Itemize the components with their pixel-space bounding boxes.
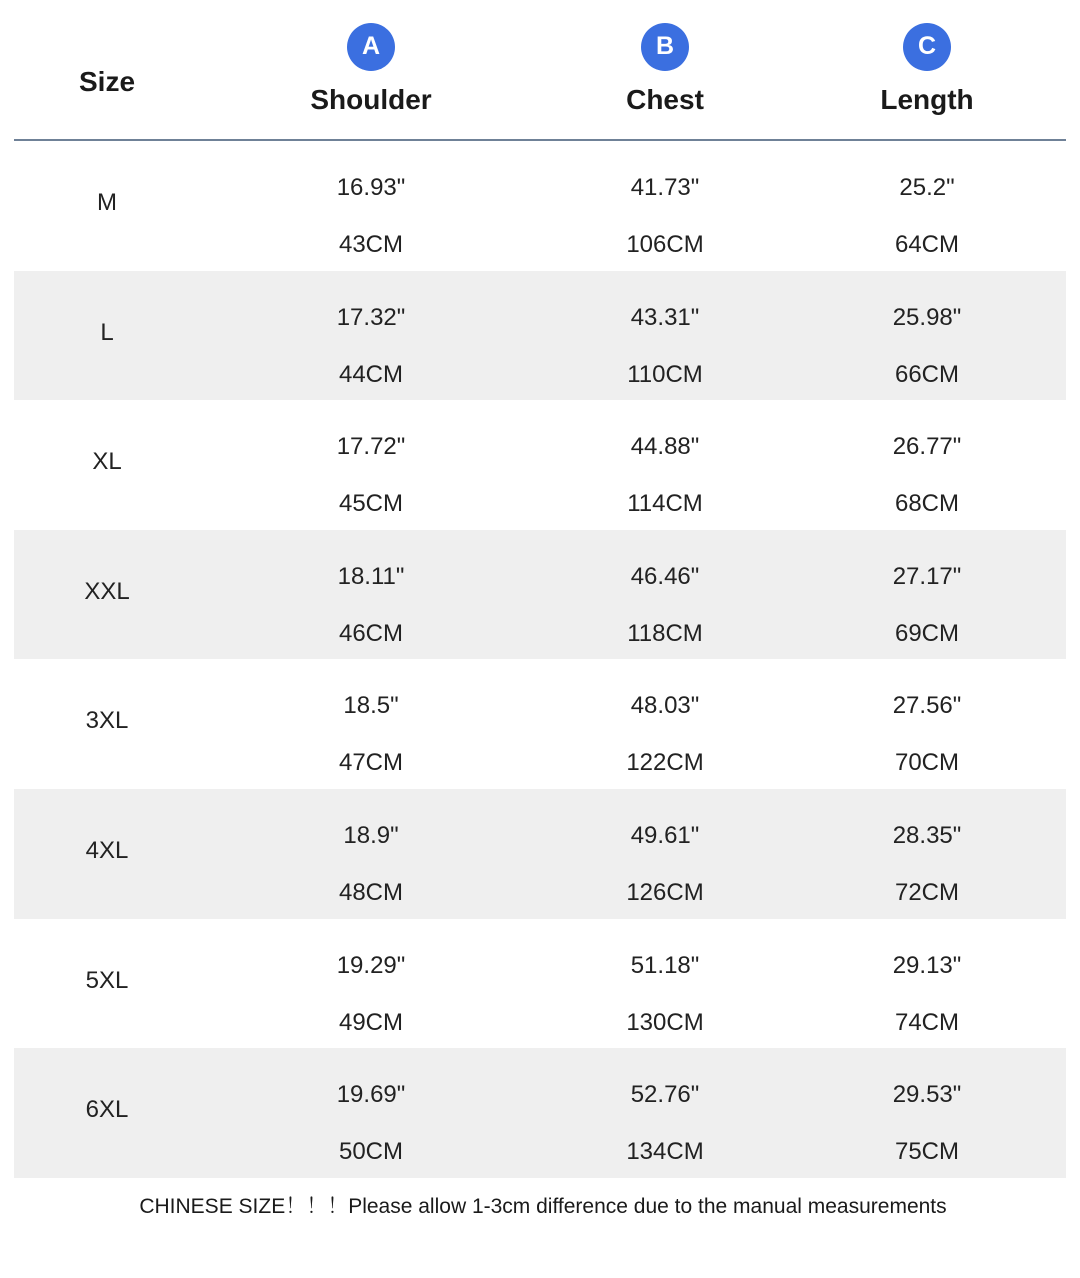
chest-cm: 114CM [627, 490, 703, 518]
table-row [14, 659, 1066, 789]
shoulder-header-label: Shoulder [310, 84, 432, 115]
table-row [14, 789, 1066, 919]
length-cell [810, 400, 1044, 530]
chest-cm: 130CM [626, 1008, 704, 1036]
length-cm: 66CM [894, 360, 960, 388]
chest-column-header [548, 0, 782, 140]
size-value: L [100, 318, 114, 346]
size-value: 5XL [85, 966, 129, 994]
shoulder-cell [254, 659, 488, 789]
length-cm: 68CM [894, 490, 960, 518]
shoulder-badge: A [347, 23, 395, 71]
chest-cm: 110CM [627, 360, 703, 388]
chest-inches: 43.31" [630, 303, 700, 331]
shoulder-cm: 46CM [338, 619, 404, 647]
chest-cell [548, 919, 782, 1049]
chest-inches: 52.76" [630, 1081, 700, 1109]
chest-cm: 118CM [627, 619, 703, 647]
size-cell [14, 789, 200, 919]
shoulder-inches: 19.69" [336, 1081, 406, 1109]
shoulder-cm: 45CM [338, 490, 404, 518]
shoulder-cell [254, 789, 488, 919]
size-header-label: Size [78, 66, 136, 97]
chest-inches: 46.46" [630, 562, 700, 590]
chest-cell [548, 789, 782, 919]
shoulder-inches: 18.9" [343, 821, 399, 849]
shoulder-cm: 43CM [338, 231, 404, 258]
length-cm: 64CM [894, 231, 960, 258]
length-cell [810, 271, 1044, 401]
shoulder-inches: 16.93" [336, 174, 406, 201]
length-badge: C [903, 23, 951, 71]
size-cell [14, 271, 200, 401]
chest-header-label: Chest [626, 84, 704, 115]
size-value: 6XL [85, 1096, 129, 1124]
length-cell [810, 919, 1044, 1049]
chest-cell [548, 1048, 782, 1178]
length-inches: 26.77" [892, 433, 962, 461]
length-cm: 69CM [894, 619, 960, 647]
chest-cell [548, 530, 782, 660]
shoulder-cell [254, 530, 488, 660]
chest-badge: B [641, 23, 689, 71]
length-cm: 75CM [894, 1138, 960, 1166]
size-value: M [97, 189, 117, 216]
length-inches: 27.17" [892, 562, 962, 590]
shoulder-cm: 47CM [338, 749, 404, 777]
shoulder-cell [254, 919, 488, 1049]
chest-inches: 44.88" [630, 433, 700, 461]
size-cell [14, 141, 200, 271]
table-row [14, 400, 1066, 530]
length-inches: 25.2" [899, 174, 955, 201]
shoulder-inches: 18.11" [337, 562, 405, 590]
chest-inches: 41.73" [630, 174, 700, 201]
chest-cm: 134CM [626, 1138, 704, 1166]
shoulder-inches: 17.72" [336, 433, 406, 461]
chest-inches: 49.61" [630, 821, 700, 849]
size-value: XL [92, 448, 122, 476]
table-row [14, 919, 1066, 1049]
length-inches: 28.35" [892, 821, 962, 849]
size-cell [14, 659, 200, 789]
shoulder-inches: 18.5" [343, 692, 399, 720]
length-cell [810, 1048, 1044, 1178]
chest-cell [548, 141, 782, 271]
chest-cm: 126CM [626, 878, 704, 906]
size-value: 4XL [85, 836, 129, 864]
size-cell [14, 530, 200, 660]
table-header [14, 0, 1066, 140]
chest-cell [548, 271, 782, 401]
size-value: 3XL [85, 707, 129, 735]
length-cell [810, 659, 1044, 789]
length-cell [810, 530, 1044, 660]
size-column-header [14, 0, 200, 140]
length-cm: 72CM [894, 878, 960, 906]
length-column-header [810, 0, 1044, 140]
size-value: XXL [84, 577, 130, 605]
footnote: CHINESE SIZE！！！Please allow 1-3cm difference due to the manual measurements [139, 1195, 947, 1218]
size-cell [14, 1048, 200, 1178]
chest-inches: 48.03" [630, 692, 700, 720]
table-row [14, 530, 1066, 660]
shoulder-column-header [254, 0, 488, 140]
chest-cell [548, 659, 782, 789]
length-inches: 29.13" [892, 951, 962, 979]
length-inches: 29.53" [892, 1081, 962, 1109]
length-cm: 74CM [894, 1008, 960, 1036]
shoulder-cell [254, 271, 488, 401]
shoulder-cm: 48CM [338, 878, 404, 906]
size-cell [14, 400, 200, 530]
chest-cm: 106CM [626, 231, 704, 258]
shoulder-cm: 44CM [338, 360, 404, 388]
length-cell [810, 141, 1044, 271]
table-body [14, 141, 1066, 1178]
table-row [14, 141, 1066, 271]
shoulder-cell [254, 141, 488, 271]
chest-cell [548, 400, 782, 530]
length-header-label: Length [880, 84, 974, 115]
shoulder-inches: 17.32" [336, 303, 406, 331]
length-inches: 27.56" [892, 692, 962, 720]
shoulder-inches: 19.29" [336, 951, 406, 979]
chest-inches: 51.18" [630, 951, 700, 979]
table-row [14, 1048, 1066, 1178]
table-row [14, 271, 1066, 401]
shoulder-cell [254, 1048, 488, 1178]
shoulder-cm: 49CM [338, 1008, 404, 1036]
shoulder-cm: 50CM [338, 1138, 404, 1166]
length-inches: 25.98" [892, 303, 962, 331]
chest-cm: 122CM [626, 749, 704, 777]
length-cell [810, 789, 1044, 919]
size-cell [14, 919, 200, 1049]
length-cm: 70CM [894, 749, 960, 777]
shoulder-cell [254, 400, 488, 530]
